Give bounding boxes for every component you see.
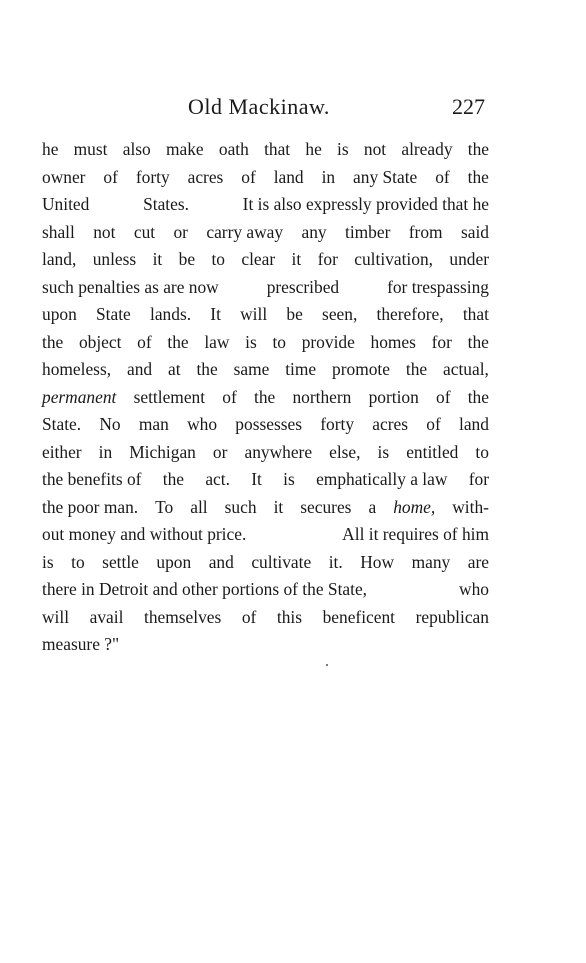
text-word: themselves <box>143 606 222 627</box>
text-word: are <box>467 551 489 572</box>
text-word: the benefits of <box>42 469 142 489</box>
text-word: State <box>96 304 131 324</box>
text-word: who <box>459 579 489 599</box>
text-word: owner <box>42 166 86 187</box>
text-word: lands. <box>150 304 192 324</box>
text-line <box>42 604 489 632</box>
text-word: No <box>99 414 121 434</box>
page-number: 227 <box>452 94 485 119</box>
text-word: forty <box>135 166 170 187</box>
text-word: for <box>431 331 452 352</box>
text-word: settlement <box>133 386 206 407</box>
text-line <box>42 356 489 384</box>
text-word: avail <box>89 606 124 627</box>
text-word: cultivate <box>251 551 312 572</box>
text-word: of <box>103 166 118 187</box>
text-word: State. <box>42 414 82 434</box>
text-line <box>42 219 489 247</box>
text-word: possesses <box>235 414 302 434</box>
text-line <box>42 384 489 412</box>
text-word: the <box>162 469 185 489</box>
text-word: United <box>42 194 90 214</box>
text-word: clear <box>241 249 276 269</box>
text-word: actual, <box>443 359 489 379</box>
text-line <box>42 329 489 357</box>
text-word: who <box>187 414 218 434</box>
text-word: it <box>273 496 284 517</box>
text-word: northern <box>292 386 352 407</box>
text-word: any <box>301 221 327 242</box>
text-word: all <box>190 496 208 517</box>
text-word: It is also expressly provided that he <box>242 194 489 214</box>
text-word: therefore, <box>376 304 444 324</box>
running-title: Old Mackinaw. <box>188 94 330 119</box>
text-word: promote <box>332 359 390 379</box>
text-word: will <box>42 606 70 627</box>
text-word: How <box>360 551 395 572</box>
print-speck <box>326 664 328 666</box>
text-word: emphatically a law <box>316 469 448 489</box>
text-word: the <box>253 386 276 407</box>
text-word: any State <box>353 166 418 187</box>
text-word: upon <box>156 551 192 572</box>
text-word: It <box>210 304 221 324</box>
text-word: States. <box>143 194 189 214</box>
text-word: be <box>286 304 303 324</box>
text-word: oath <box>218 139 249 159</box>
text-word: from <box>408 221 443 242</box>
text-word: timber <box>344 221 391 242</box>
text-word: such <box>224 496 257 517</box>
text-word: and <box>126 359 153 379</box>
text-word: not <box>93 221 116 242</box>
text-word: the <box>467 386 489 407</box>
text-word: to <box>475 441 489 462</box>
text-word: land, <box>42 249 77 269</box>
text-word: it <box>152 249 163 269</box>
text-word: and <box>208 551 234 572</box>
text-word: make <box>165 139 204 159</box>
text-word: he <box>42 139 59 159</box>
text-word: homeless, <box>42 359 112 379</box>
text-word: the <box>196 359 218 379</box>
text-word: either <box>42 441 82 462</box>
text-word: of <box>241 606 257 627</box>
text-word: at <box>167 359 181 379</box>
text-word: under <box>449 249 489 269</box>
text-word: seen, <box>322 304 358 324</box>
text-word: republican <box>415 606 489 627</box>
text-word: is <box>377 441 390 462</box>
text-word: is <box>283 469 295 489</box>
text-word: time <box>285 359 317 379</box>
text-word: home, <box>393 496 436 517</box>
text-word: he <box>305 139 322 159</box>
text-word: cut <box>133 221 156 242</box>
text-word: acres <box>372 414 408 434</box>
text-word: else, <box>329 441 361 462</box>
text-word: provide <box>301 331 355 352</box>
text-line <box>42 631 489 659</box>
text-word: that <box>462 304 489 324</box>
text-word: for <box>317 249 338 269</box>
text-word: a <box>368 496 377 517</box>
text-line <box>42 576 489 604</box>
text-word: said <box>460 221 489 242</box>
text-word: for <box>468 469 489 489</box>
text-word: also <box>122 139 151 159</box>
text-word: this <box>276 606 303 627</box>
text-word: object <box>78 331 122 352</box>
text-word: that <box>264 139 291 159</box>
text-word: upon <box>42 304 77 324</box>
text-word: the <box>42 331 64 352</box>
text-word: in <box>321 166 336 187</box>
text-word: be <box>178 249 196 269</box>
text-word: not <box>363 139 387 159</box>
text-word: to <box>211 249 225 269</box>
text-word: cultivation, <box>354 249 433 269</box>
text-word: of <box>137 331 152 352</box>
text-line <box>42 164 489 192</box>
text-word: for trespassing <box>387 276 489 297</box>
text-word: carry away <box>206 221 284 242</box>
text-line <box>42 191 489 219</box>
text-line <box>42 521 489 549</box>
text-word: secures <box>300 496 352 517</box>
text-line <box>42 549 489 577</box>
text-word: of <box>435 166 450 187</box>
text-word: is <box>337 139 349 159</box>
text-word: homes <box>370 331 416 352</box>
text-word: of <box>436 386 451 407</box>
text-word: the <box>467 139 489 159</box>
text-word: the <box>167 331 189 352</box>
text-line <box>42 411 489 439</box>
text-line <box>42 439 489 467</box>
text-word: of <box>426 414 441 434</box>
body-paragraph <box>42 136 489 659</box>
text-line <box>42 246 489 274</box>
text-word: the <box>467 166 489 187</box>
text-word: it. <box>328 551 343 572</box>
text-word: settle <box>102 551 139 572</box>
text-word: same <box>233 359 270 379</box>
text-line <box>42 466 489 494</box>
text-word: such penalties as are now <box>42 276 219 297</box>
text-word: out money and without price. <box>42 524 247 544</box>
text-word: already <box>401 139 453 159</box>
running-head <box>0 94 586 124</box>
text-word: law <box>204 331 230 352</box>
text-word: shall <box>42 221 75 242</box>
text-word: to <box>71 551 85 572</box>
text-word: or <box>212 441 228 462</box>
text-word: forty <box>320 414 355 434</box>
text-word: All it requires of him <box>342 524 489 544</box>
text-line <box>42 301 489 329</box>
text-word: measure ?" <box>42 634 120 654</box>
text-word: to <box>272 331 286 352</box>
text-word: permanent <box>42 386 117 407</box>
text-word: the <box>405 359 428 379</box>
text-word: portion <box>368 386 419 407</box>
text-word: it <box>291 249 302 269</box>
text-word: is <box>42 551 54 572</box>
text-word: anywhere <box>244 441 313 462</box>
text-word: of <box>222 386 237 407</box>
text-word: It <box>251 469 262 489</box>
text-word: Michigan <box>129 441 196 462</box>
text-word: many <box>411 551 451 572</box>
text-word: To <box>155 496 174 517</box>
text-word: there in Detroit and other portions of the State, <box>42 579 368 599</box>
text-word: is <box>245 331 257 352</box>
text-word: land <box>459 414 489 434</box>
text-line <box>42 274 489 302</box>
text-word: man <box>138 414 169 434</box>
text-line <box>42 136 489 164</box>
text-line <box>42 494 489 522</box>
text-word: in <box>98 441 113 462</box>
text-word: land <box>273 166 304 187</box>
text-word: beneficent <box>322 606 396 627</box>
text-word: of <box>241 166 256 187</box>
text-word: entitled <box>406 441 459 462</box>
text-word: act. <box>205 469 230 489</box>
text-word: will <box>240 304 268 324</box>
text-word: the poor man. <box>42 496 139 517</box>
text-word: with- <box>452 496 489 517</box>
text-word: unless <box>92 249 137 269</box>
text-word: or <box>173 221 188 242</box>
text-word: must <box>73 139 108 159</box>
text-word: the <box>467 331 489 352</box>
text-word: acres <box>187 166 224 187</box>
text-word: prescribed <box>266 276 340 297</box>
